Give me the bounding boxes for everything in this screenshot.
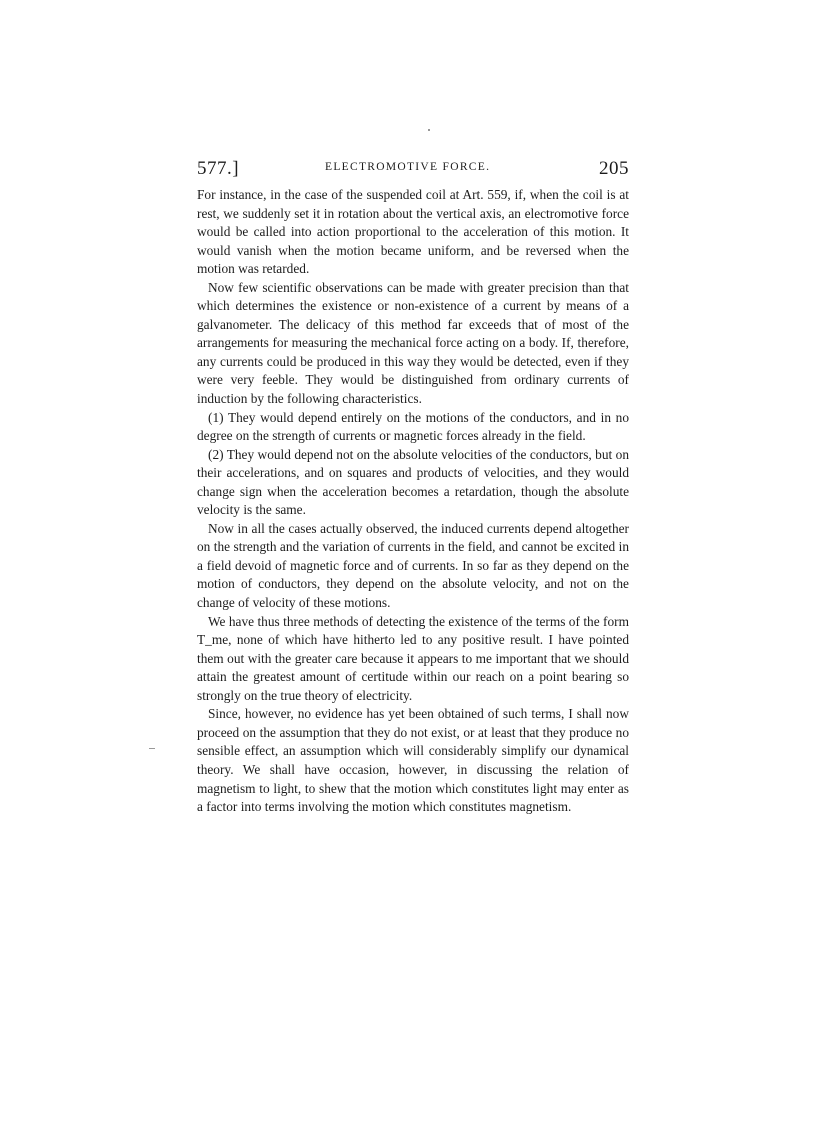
running-header <box>197 158 629 182</box>
paragraph-1: For instance, in the case of the suspended coil at Art. 559, if, when the coil is at rest, we suddenly set it in rotation about the vertical axis, an electromotive force would be called into action proportional to the acceleration of this motion. It would vanish when the motion became uniform, and be reversed when the motion was retarded. <box>197 187 629 277</box>
page-number: 205 <box>599 158 629 179</box>
running-title: ELECTROMOTIVE FORCE. <box>325 161 491 173</box>
paragraph-2: Now few scientific observations can be made with greater precision than that which determines the existence or non-existence of a current by means of a galvanometer. The delicacy of this method far exceeds that of most of the arrangements for measuring the mechanical force acting on a body. If, therefore, any currents could be produced in this way they would be detected, even if they were very feeble. They would be distinguished from ordinary currents of induction by the following characteristics. <box>197 279 629 407</box>
paragraph-5: Now in all the cases actually observed, the induced currents depend altogether on the strength and the variation of currents in the field, and cannot be excited in a field devoid of magnetic force and of currents. In so far as they depend on the motion of conductors, they depend on the absolute velocity, and not on the change of velocity of these motions. <box>197 520 629 611</box>
print-speck <box>428 129 430 131</box>
section-number: 577.] <box>197 158 240 179</box>
body-text <box>197 186 629 817</box>
paragraph-7: Since, however, no evidence has yet been obtained of such terms, I shall now proceed on the assumption that they do not exist, or at least that they produce no sensible effect, an assumption which will considerably simplify our dynamical theory. We shall have occasion, however, in discussing the relation of magnetism to light, to shew that the motion which constitutes light may enter as a factor into terms involving the motion which constitutes magnetism. <box>197 706 629 815</box>
paragraph-6: We have thus three methods of detecting the existence of the terms of the form T_me, none of which have hitherto led to any positive result. I have pointed them out with the greater care because it appears to me important that we should attain the greatest amount of certitude within our reach on a point bearing so strongly on the true theory of electricity. <box>197 613 629 703</box>
margin-mark <box>149 748 155 749</box>
paragraph-4: (2) They would depend not on the absolute velocities of the conductors, but on their accelerations, and on squares and products of velocities, and they would change sign when the acceleration becomes a retardation, though the absolute velocity is the same. <box>197 446 629 518</box>
paragraph-3: (1) They would depend entirely on the motions of the conductors, and in no degree on the strength of currents or magnetic forces already in the field. <box>197 409 629 444</box>
